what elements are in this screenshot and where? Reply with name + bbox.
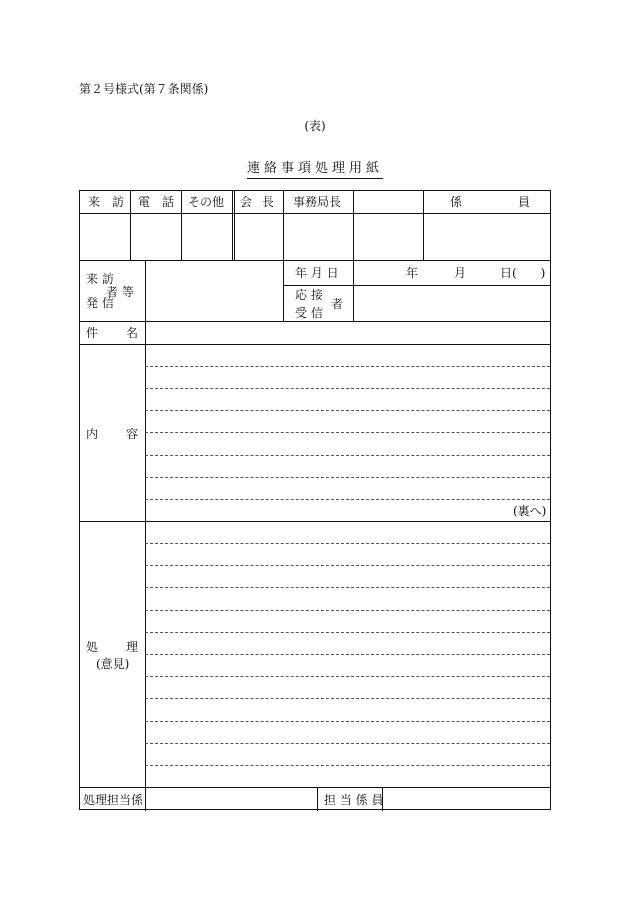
header-kaicho bbox=[240, 195, 274, 209]
col-line bbox=[145, 260, 146, 811]
col-line bbox=[130, 191, 131, 260]
col-line bbox=[232, 191, 233, 260]
header-kakariin-2: 員 bbox=[517, 195, 530, 209]
dashed-line bbox=[145, 743, 550, 744]
date-day: 日( ) bbox=[500, 266, 546, 280]
label-shori-2: 理 bbox=[125, 640, 138, 654]
dashed-line bbox=[145, 543, 550, 544]
label-kenmei-2: 名 bbox=[125, 326, 138, 340]
col-line bbox=[234, 191, 235, 260]
date-month: 月 bbox=[454, 266, 467, 280]
header-kaicho-1: 会 bbox=[240, 195, 253, 209]
col-line bbox=[423, 191, 424, 260]
form-table bbox=[79, 190, 551, 810]
col-line bbox=[317, 787, 318, 811]
dashed-line bbox=[145, 477, 550, 478]
col-line bbox=[283, 191, 284, 260]
row-line bbox=[80, 321, 550, 322]
dashed-line bbox=[145, 587, 550, 588]
col-line bbox=[181, 191, 182, 260]
dashed-line bbox=[145, 432, 550, 433]
form-title bbox=[0, 157, 630, 176]
row-line bbox=[80, 213, 550, 214]
form-title-text: 連絡事項処理用紙 bbox=[247, 161, 383, 179]
col-line bbox=[283, 260, 284, 321]
header-jimukyokucho: 事務局長 bbox=[293, 195, 342, 209]
header-raiho-1: 来 bbox=[88, 195, 101, 209]
label-kenmei bbox=[86, 326, 138, 340]
dashed-line bbox=[145, 388, 550, 389]
date-year: 年 bbox=[406, 266, 419, 280]
label-jushin: 受 信 bbox=[295, 306, 323, 320]
side-label: (表) bbox=[304, 119, 326, 133]
dashed-line bbox=[145, 676, 550, 677]
dashed-line bbox=[145, 721, 550, 722]
label-shori-1: 処 bbox=[86, 640, 99, 654]
label-naiyo bbox=[86, 427, 138, 441]
dashed-line bbox=[145, 410, 550, 411]
label-hasshin: 発 信 bbox=[86, 296, 114, 310]
label-naiyo-2: 容 bbox=[125, 427, 138, 441]
continue-note: (裏へ) bbox=[513, 504, 547, 518]
label-tanto-kakari: 処理担当係 bbox=[83, 793, 144, 807]
header-raiho bbox=[88, 195, 124, 209]
dashed-line bbox=[145, 565, 550, 566]
row-line bbox=[80, 344, 550, 345]
header-denwa-2: 話 bbox=[161, 195, 174, 209]
label-sha: 者 bbox=[331, 297, 344, 311]
label-sha-tou: 者 等 bbox=[106, 285, 134, 299]
dashed-line bbox=[145, 610, 550, 611]
dashed-line bbox=[145, 698, 550, 699]
dashed-line bbox=[145, 499, 550, 500]
label-raiho: 来 訪 bbox=[86, 272, 114, 286]
label-shori bbox=[86, 640, 138, 654]
header-denwa bbox=[138, 195, 174, 209]
dashed-line bbox=[145, 654, 550, 655]
col-line bbox=[353, 191, 354, 260]
label-iken: (意見) bbox=[96, 657, 130, 671]
label-date: 年 月 日 bbox=[295, 266, 339, 280]
header-kakariin-1: 係 bbox=[450, 195, 463, 209]
form-number: 第２号様式(第７条関係) bbox=[79, 82, 209, 96]
dashed-line bbox=[145, 632, 550, 633]
dashed-line bbox=[145, 455, 550, 456]
label-kenmei-1: 件 bbox=[86, 326, 99, 340]
header-denwa-1: 電 bbox=[138, 195, 151, 209]
label-naiyo-1: 内 bbox=[86, 427, 99, 441]
col-line bbox=[353, 260, 354, 321]
label-tanto-kakariin: 担 当 係 員 bbox=[324, 793, 384, 807]
row-line bbox=[80, 521, 550, 522]
label-ousetsu: 応 接 bbox=[295, 288, 323, 302]
header-kakariin bbox=[450, 195, 530, 209]
row-line bbox=[283, 285, 550, 286]
row-line bbox=[80, 787, 550, 788]
header-sonota: その他 bbox=[188, 195, 225, 209]
header-kaicho-2: 長 bbox=[261, 195, 274, 209]
header-raiho-2: 訪 bbox=[111, 195, 124, 209]
dashed-line bbox=[145, 765, 550, 766]
row-line bbox=[80, 260, 550, 261]
dashed-line bbox=[145, 366, 550, 367]
